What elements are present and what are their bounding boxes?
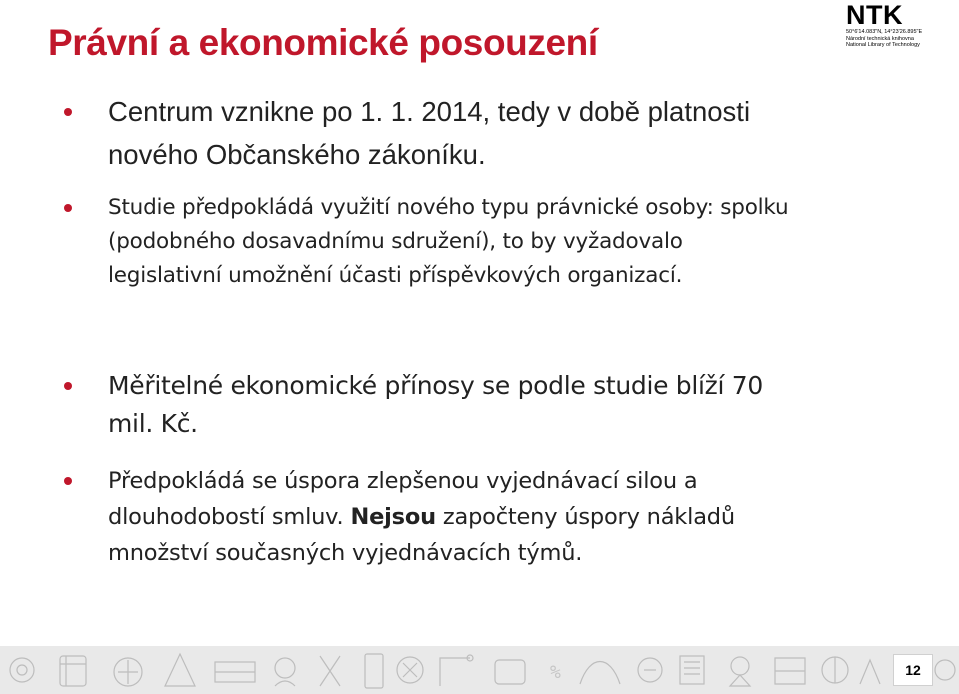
bullet-item: [108, 90, 750, 176]
svg-text:%: %: [550, 662, 561, 683]
bullet-dot: [64, 204, 72, 212]
page-number: 12: [893, 654, 933, 686]
bullet-line: Předpokládá se úspora zlepšenou vyjednávací silou a: [108, 468, 698, 494]
footer-doodles: [0, 646, 959, 694]
footer-illustration-strip: [0, 646, 959, 694]
slide-title: Právní a ekonomické posouzení: [48, 22, 598, 63]
bullet-line: legislativní umožnění účasti příspěvkových organizací.: [108, 263, 683, 288]
bullet-emphasis: Nejsou: [350, 504, 436, 530]
logo-mark: NTK: [846, 0, 903, 30]
logo-name-cs: Národní technická knihovna: [846, 35, 914, 42]
bullet-item: [108, 191, 788, 293]
logo-coordinates: 50°6'14.083"N, 14°23'26.895"E: [846, 29, 923, 35]
bullet-line: Měřitelné ekonomické přínosy se podle studie blíží 70: [108, 371, 763, 400]
bullet-line: mil. Kč.: [108, 409, 198, 438]
bullet-line: Studie předpokládá využití nového typu právnické osoby: spolku: [108, 195, 789, 220]
bullet-item: [108, 367, 763, 443]
bullet-line: (podobného dosavadnímu sdružení), to by vyžadovalo: [108, 229, 683, 254]
bullet-dot: [64, 477, 72, 485]
ntk-logo: [846, 2, 952, 49]
logo-name-en: National Library of Technology: [846, 42, 920, 48]
bullet-text: započteny úspory nákladů: [435, 504, 735, 530]
bullet-line: [108, 499, 735, 535]
bullet-line: nového Občanského zákoníku.: [108, 139, 486, 170]
bullet-item: [108, 463, 735, 571]
bullet-line: Centrum vznikne po 1. 1. 2014, tedy v době platnosti: [108, 96, 751, 127]
bullet-dot: [64, 382, 72, 390]
bullet-line: množství současných vyjednávacích týmů.: [108, 540, 583, 566]
bullet-dot: [64, 108, 72, 116]
bullet-text: dlouhodobostí smluv.: [108, 504, 351, 530]
